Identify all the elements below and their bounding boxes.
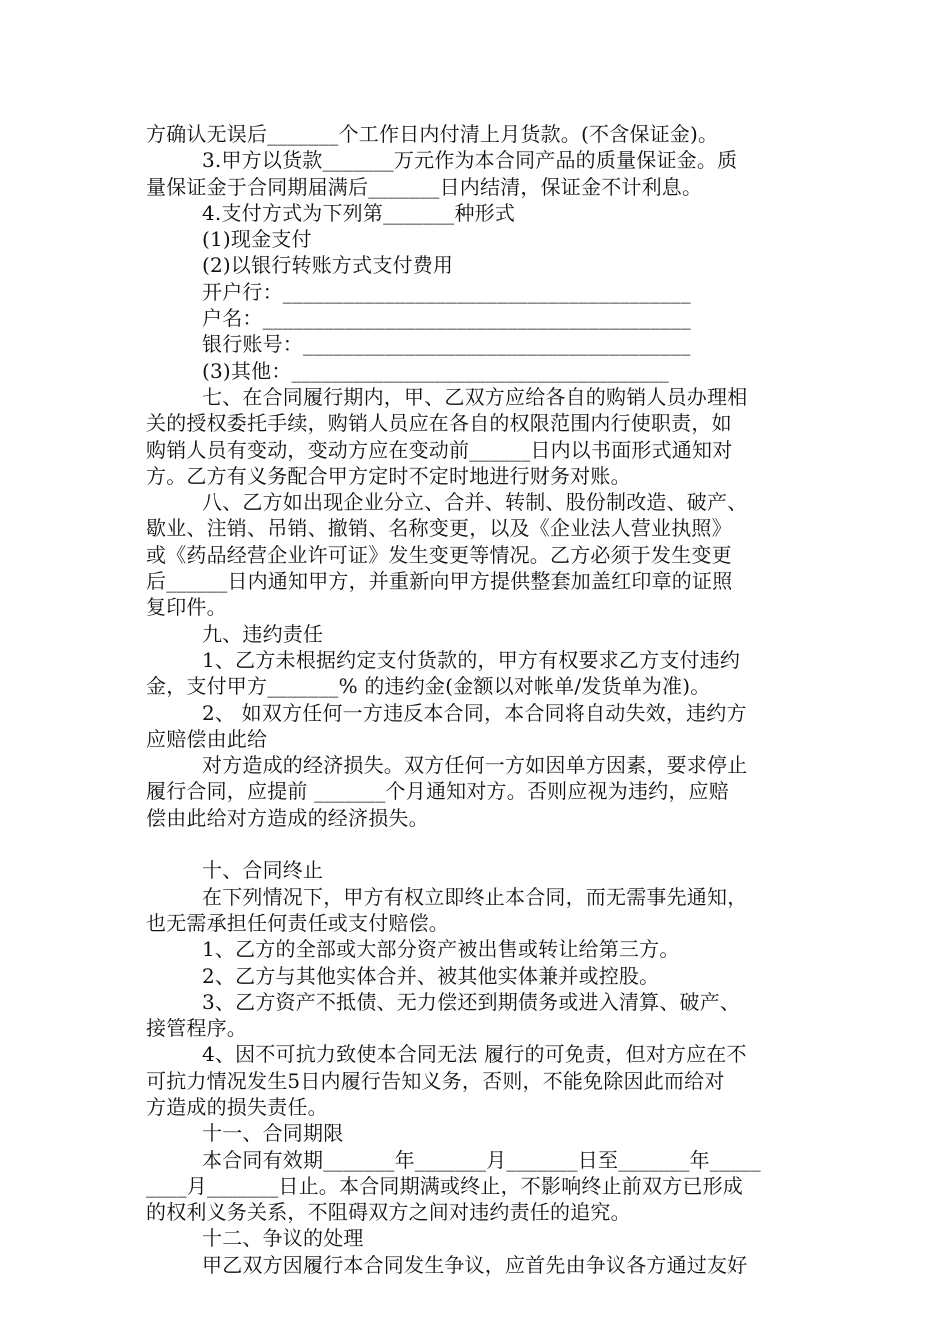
- text-line: 接管程序。: [146, 1016, 247, 1041]
- text-line: 歇业、注销、吊销、撤销、名称变更，以及《企业法人营业执照》: [146, 516, 732, 541]
- text-line: 十二、争议的处理: [202, 1226, 364, 1251]
- text-line: 偿由此给对方造成的经济损失。: [146, 805, 429, 830]
- text-line: 方确认无误后_______个工作日内付清上月货款。(不含保证金)。: [146, 122, 719, 146]
- text-line: 十、合同终止: [202, 858, 324, 883]
- text-line: 甲乙双方因履行本合同发生争议，应首先由争议各方通过友好: [202, 1252, 748, 1277]
- text-line: (3)其他：_____________________________________: [202, 358, 669, 383]
- text-line: ____月_______日止。本合同期满或终止，不影响终止前双方已形成: [146, 1173, 743, 1198]
- text-line: 或《药品经营企业许可证》发生变更等情况。乙方必须于发生变更: [146, 542, 732, 567]
- text-line: 对方造成的经济损失。双方任何一方如因单方因素，要求停止: [202, 753, 748, 778]
- text-line: 2、 如双方任何一方违反本合同，本合同将自动失效，违约方: [202, 700, 747, 725]
- text-line: 八、乙方如出现企业分立、合并、转制、股份制改造、破产、: [202, 490, 748, 515]
- text-line: 可抗力情况发生5日内履行告知义务，否则，不能免除因此而给对: [146, 1068, 725, 1093]
- text-line: 量保证金于合同期届满后_______日内结清，保证金不计利息。: [146, 174, 703, 199]
- text-line: 金，支付甲方_______% 的违约金(金额以对帐单/发货单为准)。: [146, 674, 711, 699]
- text-line: 4、因不可抗力致使本合同无法 履行的可免责，但对方应在不: [202, 1042, 747, 1067]
- text-line: (2)以银行转账方式支付费用: [202, 253, 454, 278]
- text-line: 九、违约责任: [202, 621, 324, 646]
- text-line: 开户行：________________________________________: [202, 279, 691, 304]
- text-line: 方造成的损失责任。: [146, 1094, 328, 1119]
- text-line: (1)现金支付: [202, 227, 312, 252]
- text-line: 本合同有效期_______年_______月_______日至_______年_____: [202, 1147, 761, 1172]
- text-line: 1、乙方的全部或大部分资产被出售或转让给第三方。: [202, 937, 680, 962]
- text-line: 关的授权委托手续，购销人员应在各自的权限范围内行使职责，如: [146, 411, 732, 436]
- text-line: 4.支付方式为下列第_______种形式: [202, 200, 516, 225]
- text-line: 银行账号：______________________________________: [202, 332, 691, 357]
- text-line: 3.甲方以货款_______万元作为本合同产品的质量保证金。质: [202, 148, 738, 173]
- text-line: 后______日内通知甲方，并重新向甲方提供整套加盖红印章的证照: [146, 569, 733, 594]
- text-line: 七、在合同履行期内，甲、乙双方应给各自的购销人员办理相: [202, 384, 748, 409]
- text-line: 十一、合同期限: [202, 1121, 344, 1146]
- text-line: 在下列情况下，甲方有权立即终止本合同，而无需事先通知，: [202, 884, 748, 909]
- text-line: 应赔偿由此给: [146, 726, 268, 751]
- text-line: 的权利义务关系，不阻碍双方之间对违约责任的追究。: [146, 1200, 631, 1225]
- text-line: 2、乙方与其他实体合并、被其他实体兼并或控股。: [202, 963, 660, 988]
- text-line: 1、乙方未根据约定支付货款的，甲方有权要求乙方支付违约: [202, 647, 741, 672]
- text-line: 方。乙方有义务配合甲方定时不定时地进行财务对账。: [146, 463, 631, 488]
- text-line: 购销人员有变动，变动方应在变动前______日内以书面形式通知对: [146, 437, 733, 462]
- text-line: 复印件。: [146, 595, 227, 620]
- text-line: 也无需承担任何责任或支付赔偿。: [146, 910, 449, 935]
- text-line: 履行合同，应提前 _______个月通知对方。否则应视为违约，应赔: [146, 779, 729, 804]
- blank-line: [146, 831, 810, 857]
- contract-page: [146, 121, 810, 1278]
- text-line: 3、乙方资产不抵债、无力偿还到期债务或进入清算、破产、: [202, 989, 741, 1014]
- text-line: 户名：__________________________________________: [202, 306, 691, 331]
